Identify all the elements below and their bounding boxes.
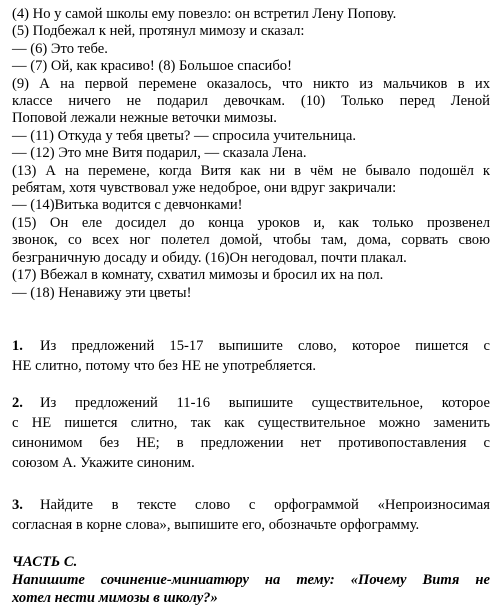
task-3 xyxy=(12,495,490,535)
task-line: согласная в корне слова», выпишите его, обозначьте орфограмму. xyxy=(12,516,420,533)
task-text: Из предложений 15-17 выпишите слово, которое пишется с xyxy=(40,337,490,354)
story-line: (4) Но у самой школы ему повезло: он встретил Лену Попову. xyxy=(12,6,397,22)
story-line: ребятам, хотя чувствовал уже недоброе, они вдруг закричали: xyxy=(12,180,397,197)
story-line: Поповой лежали нежные веточки мимозы. xyxy=(12,110,277,127)
task-number: 2. xyxy=(12,394,23,411)
task-line xyxy=(12,495,490,515)
part-c-task-line: хотел нести мимозы в школу?» xyxy=(12,589,218,606)
task-line: синонимом без НЕ; в предложении нет противопоставления с xyxy=(12,434,490,451)
task-2 xyxy=(12,393,490,473)
task-line: НЕ слитно, потому что без НЕ не употребляется. xyxy=(12,357,317,374)
story-line: — (12) Это мне Витя подарил, — сказала Лена. xyxy=(12,145,307,162)
task-text: Из предложений 11-16 выпишите существительное, которое xyxy=(40,394,490,411)
document-page xyxy=(12,6,490,607)
story-line: — (14)Витька водится с девчонками! xyxy=(12,197,243,214)
story-line: (5) Подбежал к ней, протянул мимозу и сказал: xyxy=(12,23,305,40)
story-line: (17) Вбежал в комнату, схватил мимозы и бросил их на пол. xyxy=(12,267,384,284)
story-line: классе ничего не подарил девочкам. (10) Только перед Леной xyxy=(12,93,490,110)
task-line xyxy=(12,393,490,413)
story-line: — (18) Ненавижу эти цветы! xyxy=(12,284,192,301)
story-line: (13) А на перемене, когда Витя как ни в чём не бывало подошёл к xyxy=(12,162,490,179)
story-text xyxy=(12,6,490,302)
story-line: звонок, со всех ног полетел домой, чтобы там, дома, сорвать свою xyxy=(12,232,490,249)
story-line: безграничную досаду и обиду. (16)Он негодовал, почти плакал. xyxy=(12,249,407,266)
part-c-task-line: Напишите сочинение-миниатюру на тему: «Почему Витя не xyxy=(12,571,490,588)
part-c-title: ЧАСТЬ С. xyxy=(12,553,78,570)
task-line: союзом А. Укажите синоним. xyxy=(12,454,195,471)
task-1 xyxy=(12,336,490,376)
story-line: — (6) Это тебе. xyxy=(12,40,108,57)
story-line: (9) А на первой перемене оказалось, что никто из мальчиков в их xyxy=(12,75,490,92)
story-line: — (7) Ой, как красиво! (8) Большое спасибо! xyxy=(12,58,292,75)
task-number: 3. xyxy=(12,496,23,513)
task-line xyxy=(12,336,490,356)
task-text: Найдите в тексте слово с орфограммой «Непроизносимая xyxy=(40,496,490,513)
task-line: с НЕ пишется слитно, так как существительное можно заменить xyxy=(12,414,490,431)
part-c xyxy=(12,553,490,607)
story-line: — (11) Откуда у тебя цветы? — спросила учительница. xyxy=(12,127,356,144)
story-line: (15) Он еле досидел до конца уроков и, как только прозвенел xyxy=(12,214,490,231)
task-number: 1. xyxy=(12,337,23,354)
